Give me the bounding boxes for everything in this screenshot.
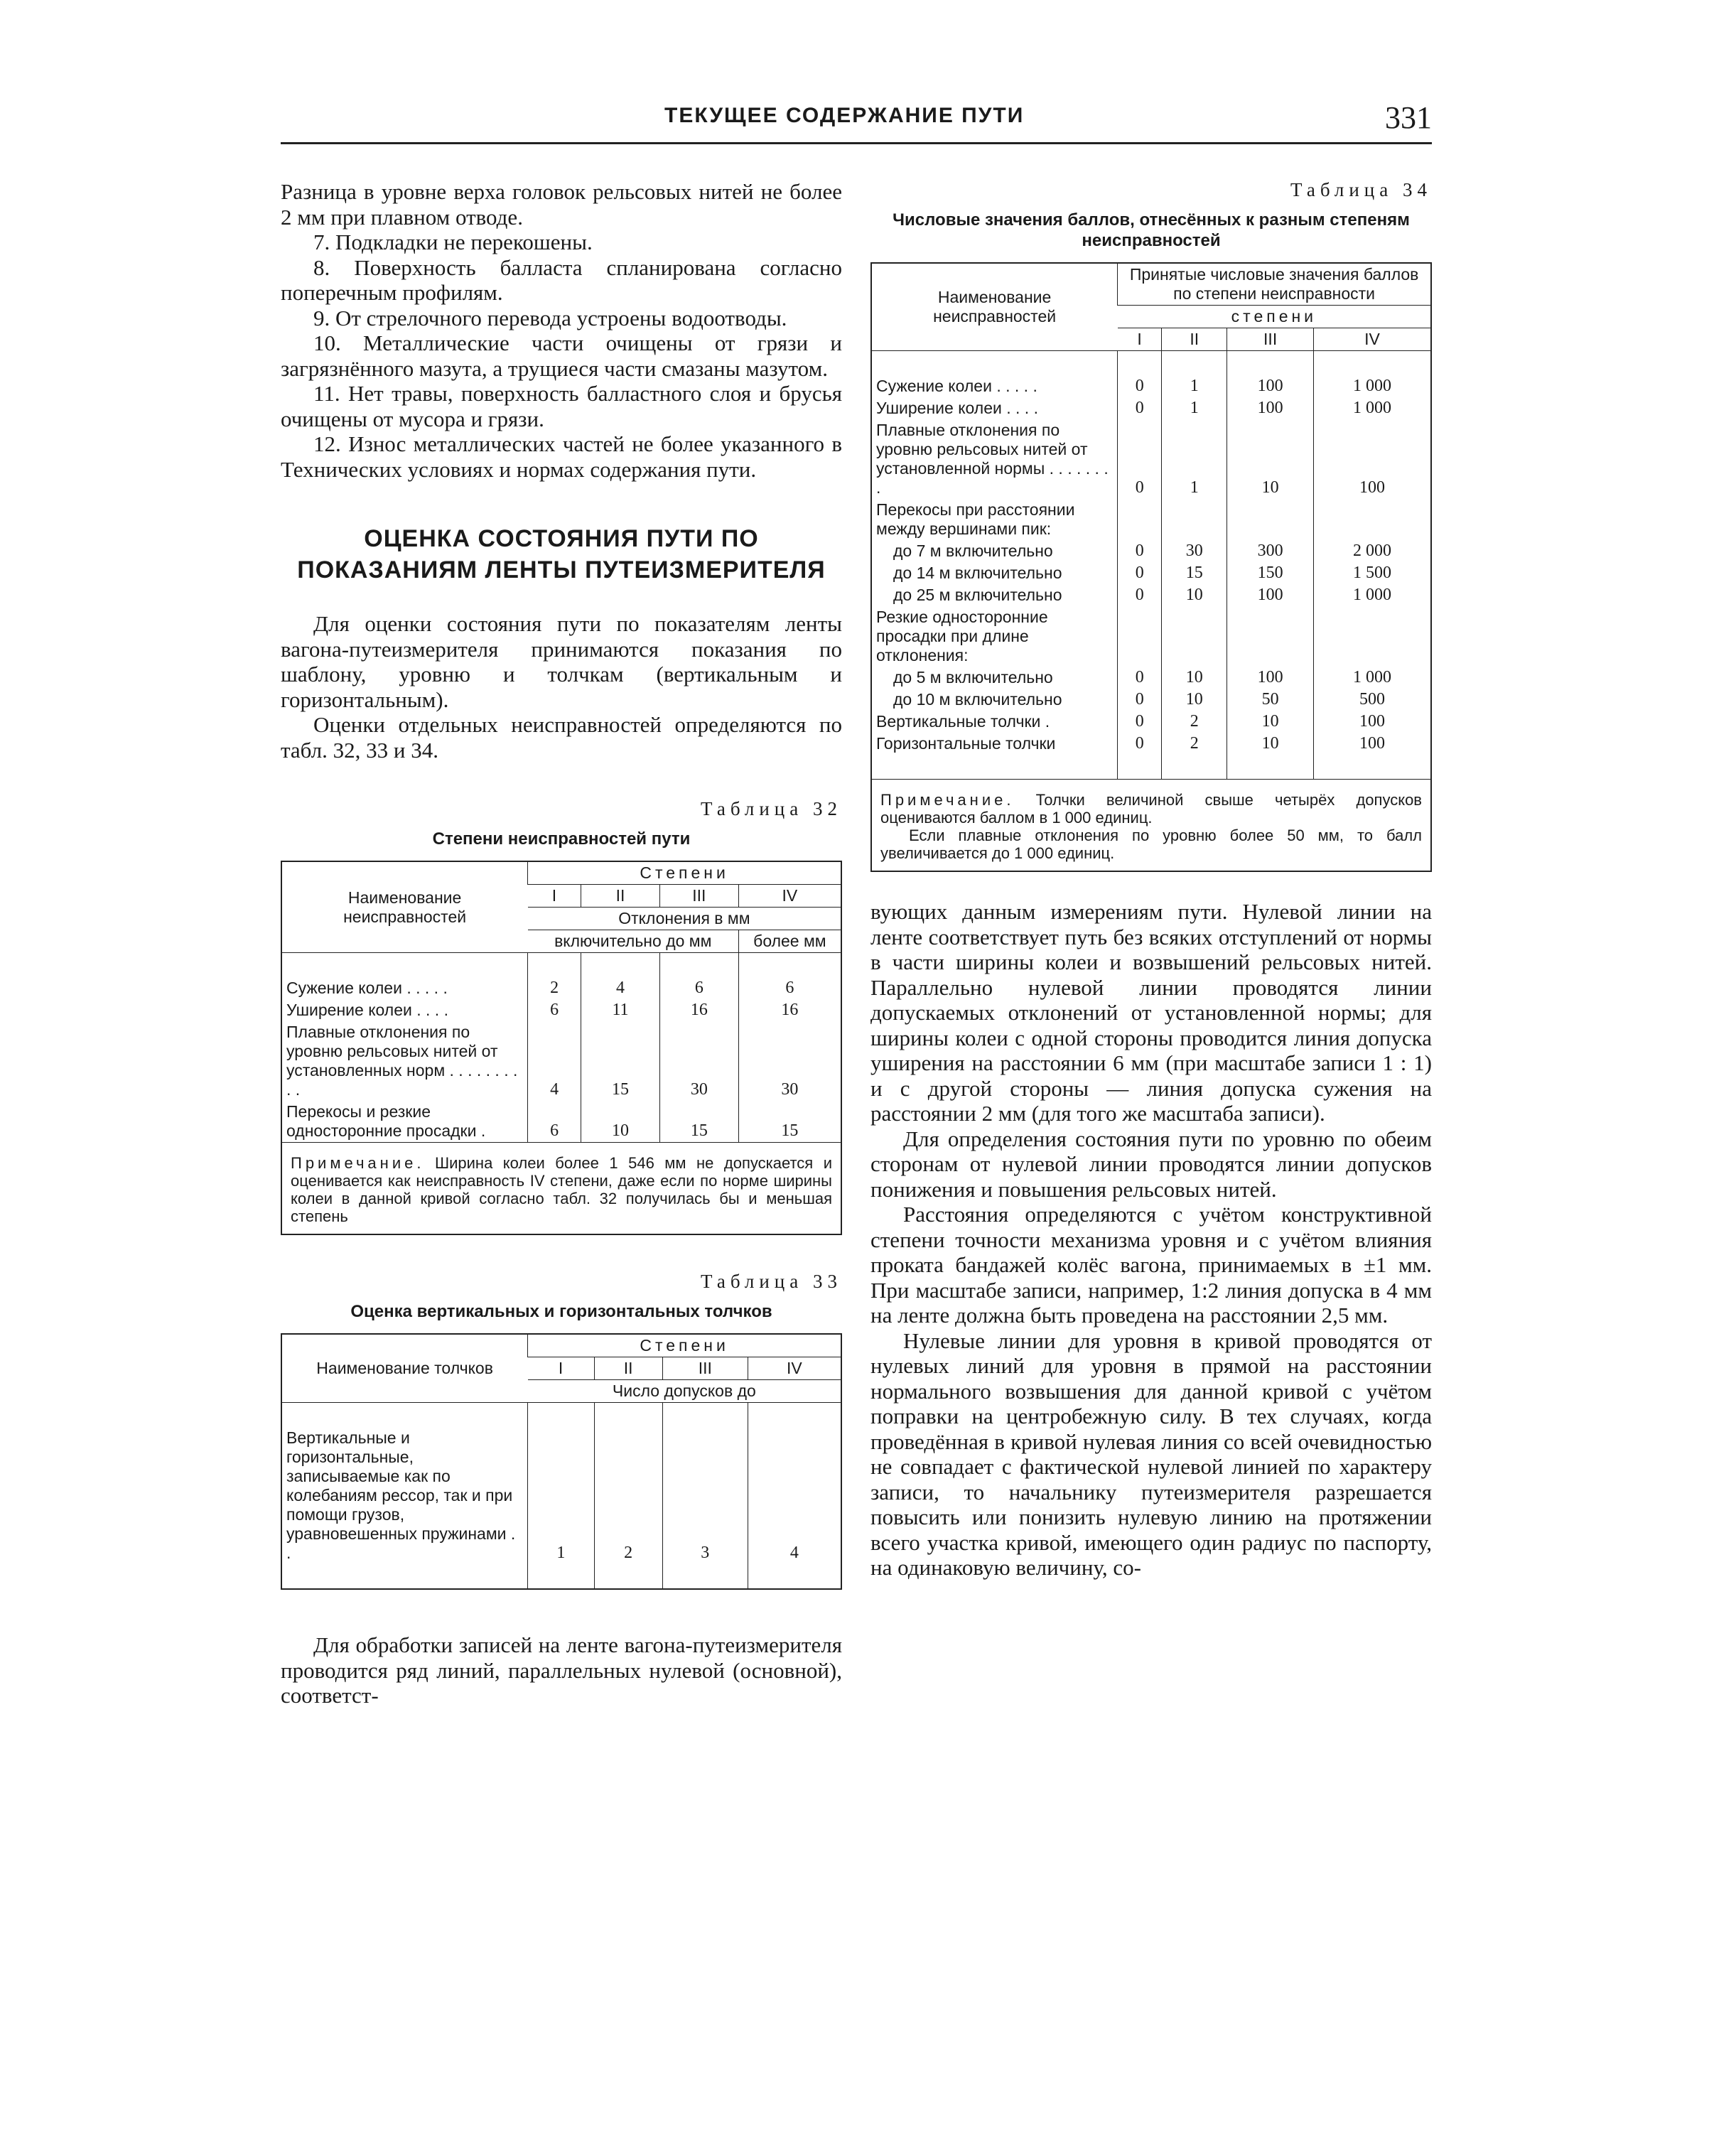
paragraph: Для обработки записей на ленте вагона-путеизмерителя проводится ряд линий, параллельных нулевой (основной), соответст- (281, 1632, 842, 1708)
degree-header: I (528, 1357, 594, 1380)
degree-header: III (662, 1357, 748, 1380)
degree-header: IV (1314, 328, 1431, 351)
list-item: 8. Поверхность балласта спланирована согласно поперечным профилям. (281, 254, 842, 305)
degree-header: III (1227, 328, 1314, 351)
right-column (870, 179, 1432, 1581)
degrees-header: Степени (528, 861, 841, 885)
column-header-name: Наименование неисправностей (281, 861, 528, 953)
table-note (281, 1143, 841, 1235)
degree-header: IV (748, 1357, 841, 1380)
table-title: Числовые значения баллов, отнесённых к разным степеням неисправностей (893, 210, 1410, 250)
table-row: Сужение колеи . . . . . 0 1 100 1 000 (871, 375, 1431, 397)
list-item: 7. Подкладки не перекошены. (313, 230, 593, 254)
table-row: до 14 м включительно 0 15 150 1 500 (871, 562, 1431, 584)
degree-header: I (1118, 328, 1162, 351)
list-item: 12. Износ металлических частей не более указанного в Технических условиях и нормах содержания пути. (281, 431, 842, 482)
table-row: до 25 м включительно 0 10 100 1 000 (871, 584, 1431, 606)
table-row: Перекосы при расстоянии между вершинами пик: (871, 499, 1431, 540)
paragraph: вующих данным измерениям пути. Нулевой линии на ленте соответствует путь без всяких отступлений от нормы в части ширины колеи и возвышений рельсовых нитей. Параллельно нулевой линии проводятся линии допускаемых отклонений от установленной нормы; для ширины колеи с одной стороны проводится линия допуска уширения на расстоянии 6 мм (при масштабе записи 1 : 1) и с другой стороны — линия допуска сужения на расстоянии 2 мм (для того же масштаба записи). (870, 899, 1432, 1126)
table-row: Перекосы и резкие односторонние просадки . 6 10 15 15 (281, 1101, 841, 1143)
subheader-inclusive: включительно до мм (528, 930, 739, 953)
table-row: Горизонтальные толчки 0 2 10 100 (871, 733, 1431, 755)
table-row: Плавные отклонения по уровню рельсовых нитей от установленных норм . . . . . . . . . . 4 15 30 30 (281, 1021, 841, 1101)
column-header-name: Наименование неисправностей (871, 263, 1118, 351)
table-number: Таблица 33 (701, 1271, 842, 1292)
table-row: Вертикальные толчки . 0 2 10 100 (871, 711, 1431, 733)
table-row: Уширение колеи . . . . 0 1 100 1 000 (871, 397, 1431, 419)
table-number: Таблица 34 (1290, 179, 1432, 200)
table-33 (281, 1333, 842, 1590)
degree-header: III (659, 885, 738, 908)
table-row: Вертикальные и горизонтальные, записываемые как по колебаниям рессор, так и при помощи грузов, уравновешенных пружинами . . 1 2 3 4 (281, 1427, 841, 1564)
list-item: 9. От стрелочного перевода устроены водоотводы. (313, 305, 787, 330)
left-column (281, 179, 842, 1708)
table-note (871, 780, 1431, 872)
note-text: Если плавные отклонения по уровню более 50 мм, то балл увеличивается до 1 000 единиц. (880, 827, 1422, 862)
degree-header: IV (738, 885, 841, 908)
table-34 (870, 262, 1432, 872)
table-number: Таблица 32 (701, 798, 842, 819)
column-header-name: Наименование толчков (281, 1334, 528, 1403)
accepted-values-header: Принятые числовые значения баллов по степени неисправности (1118, 263, 1431, 306)
table-row: до 10 м включительно 0 10 50 500 (871, 689, 1431, 711)
table-row: до 7 м включительно 0 30 300 2 000 (871, 540, 1431, 562)
note-text: Ширина колеи более 1 546 мм не допускается и оценивается как неисправность IV степени, даже если по норме ширины колеи в данной кривой согласно табл. 32 получилась бы и меньшая степень (291, 1154, 832, 1225)
paragraph: Оценки отдельных неисправностей определяются по табл. 32, 33 и 34. (281, 712, 842, 763)
degrees-header: Степени (528, 1334, 841, 1357)
degree-header: II (594, 1357, 662, 1380)
section-title: ОЦЕНКА СОСТОЯНИЯ ПУТИ ПО ПОКАЗАНИЯМ ЛЕНТЫ ПУТЕИЗМЕРИТЕЛЯ (297, 525, 826, 583)
note-label: Примечание. (880, 791, 1015, 809)
list-item: 10. Металлические части очищены от грязи и загрязнённого мазута, а трущиеся части смазаны мазутом. (281, 330, 842, 381)
table-row: Уширение колеи . . . . 6 11 16 16 (281, 999, 841, 1021)
degree-header: II (1162, 328, 1227, 351)
unit-header: Отклонения в мм (528, 908, 841, 930)
paragraph: Для определения состояния пути по уровню по обеим сторонам от нулевой линии проводятся линии допусков понижения и повышения рельсовых нитей. (870, 1126, 1432, 1202)
table-row: Плавные отклонения по уровню рельсовых нитей от установленной нормы . . . . . . . . 0 1 10 100 (871, 419, 1431, 499)
table-row: Сужение колеи . . . . . 2 4 6 6 (281, 977, 841, 999)
table-title: Степени неисправностей пути (432, 829, 691, 849)
paragraph: Нулевые линии для уровня в кривой проводятся от нулевых линий для уровня в прямой на расстоянии нормального возвышения для данной кривой с учётом поправки на центробежную силу. В тех случаях, когда проведённая в кривой нулевая линия со всей очевидностью не совпадает с фактической нулевой линией по характеру записи, то начальнику путеизмерителя разрешается повысить или понизить нулевую линию на протяжении всего участка кривой, имеющего один радиус по паспорту, на одинаковую величину, со- (870, 1328, 1432, 1580)
note-label: Примечание. (291, 1154, 425, 1172)
table-row: до 5 м включительно 0 10 100 1 000 (871, 667, 1431, 689)
degree-header: I (528, 885, 581, 908)
running-head (281, 99, 1432, 144)
list-item: 11. Нет травы, поверхность балластного слоя и брусья очищены от мусора и грязи. (281, 381, 842, 431)
note-text: Толчки величиной свыше четырёх допусков оцениваются баллом в 1 000 единиц. (880, 791, 1422, 827)
subheader-more: более мм (738, 930, 841, 953)
degrees-header: степени (1118, 306, 1431, 328)
unit-header: Число допусков до (528, 1380, 841, 1403)
table-row: Резкие односторонние просадки при длине отклонения: (871, 606, 1431, 667)
running-head-title: ТЕКУЩЕЕ СОДЕРЖАНИЕ ПУТИ (664, 104, 1025, 127)
degree-header: II (581, 885, 660, 908)
table-32 (281, 861, 842, 1235)
paragraph: Для оценки состояния пути по показателям ленты вагона-путеизмерителя принимаются показания по шаблону, уровню и толчкам (вертикальным и горизонтальным). (281, 611, 842, 712)
paragraph: Расстояния определяются с учётом конструктивной степени точности механизма уровня и с учётом влияния проката бандажей колёс вагона, принимаемых в ±1 мм. При масштабе записи, например, 1:2 линия допуска в 4 мм на ленте должна быть проведена на расстоянии 2,5 мм. (870, 1202, 1432, 1328)
paragraph: Разница в уровне верха головок рельсовых нитей не более 2 мм при плавном отводе. (281, 179, 842, 230)
page-number: 331 (1385, 100, 1432, 135)
table-title: Оценка вертикальных и горизонтальных толчков (350, 1302, 772, 1321)
